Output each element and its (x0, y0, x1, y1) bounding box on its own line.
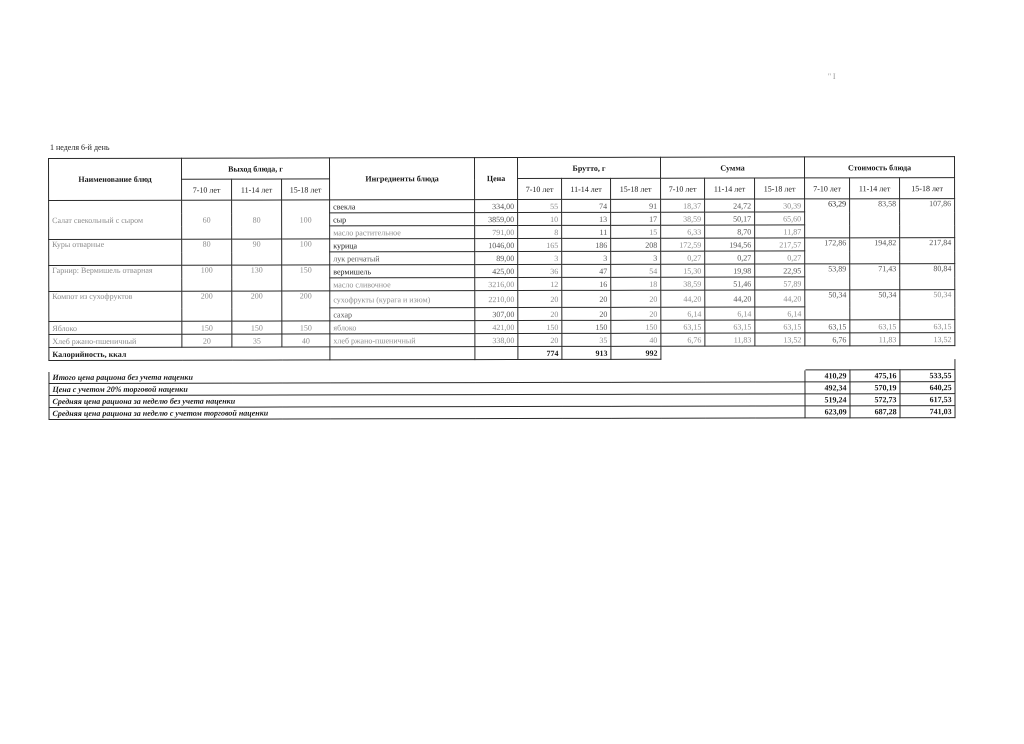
page-heading: 1 неделя 6-й день (50, 143, 110, 152)
ingredient-name: масло растительное (330, 226, 475, 239)
output-value: 150 (182, 321, 232, 334)
table-row (49, 264, 955, 279)
sum-value: 51,46 (705, 277, 755, 290)
gross-value: 3 (611, 251, 661, 264)
gross-value: 150 (518, 320, 562, 333)
sum-value: 57,89 (755, 277, 805, 290)
gross-value: 3 (562, 251, 611, 264)
header-cost: Стоимость блюда (805, 157, 955, 178)
gross-value: 186 (562, 238, 611, 251)
cost-value: 50,34 (900, 290, 955, 320)
ingredient-price: 3859,00 (475, 213, 518, 226)
gross-value: 8 (518, 225, 562, 238)
cost-value: 50,34 (850, 290, 900, 320)
sum-value: 24,72 (705, 199, 755, 212)
header-row-top (49, 157, 955, 180)
age-output-15-18: 15-18 лет (282, 179, 330, 200)
calories-value: 913 (562, 346, 611, 359)
ingredient-price: 1046,00 (475, 239, 518, 252)
age-cost-7-10: 7-10 лет (805, 178, 850, 199)
total-value: 617,53 (900, 394, 955, 406)
output-value: 130 (232, 265, 282, 291)
ingredient-name: масло сливочное (330, 278, 475, 291)
sum-value: 22,95 (755, 264, 805, 277)
empty-cell (805, 346, 955, 359)
age-output-11-14: 11-14 лет (232, 179, 282, 200)
total-value: 570,19 (850, 382, 900, 394)
gross-value: 20 (562, 307, 611, 320)
ingredient-price: 791,00 (475, 226, 518, 239)
gross-value: 208 (611, 238, 661, 251)
output-value: 90 (232, 239, 282, 265)
cost-value: 63,15 (850, 320, 900, 333)
dish-name: Яблоко (49, 321, 182, 334)
sum-value: 15,30 (661, 264, 705, 277)
cost-value: 71,43 (850, 264, 900, 290)
gross-value: 150 (562, 320, 611, 333)
menu-cost-sheet (48, 156, 955, 420)
total-label: Итого цена рациона без учета наценки (49, 370, 805, 384)
cost-value: 194,82 (850, 238, 900, 264)
sum-value: 63,15 (755, 320, 805, 333)
ingredient-name: сухофрукты (курага и изюм) (330, 291, 475, 308)
dish-name: Салат свекольный с сыром (49, 200, 182, 239)
header-price: Цена (475, 158, 518, 200)
dish-name: Хлеб ржано-пшеничный (49, 334, 182, 347)
gross-value: 54 (611, 264, 661, 277)
total-value: 640,25 (900, 382, 955, 394)
sum-value: 65,60 (755, 212, 805, 225)
age-gross-7-10: 7-10 лет (518, 178, 562, 199)
output-value: 150 (232, 321, 282, 334)
cost-value: 83,58 (850, 199, 900, 238)
gross-value: 20 (611, 290, 661, 307)
gross-value: 36 (518, 264, 562, 277)
calories-value: 992 (611, 346, 661, 359)
ingredient-price: 338,00 (475, 334, 518, 347)
header-gross: Брутто, г (518, 157, 661, 178)
output-value: 200 (282, 291, 330, 321)
age-gross-15-18: 15-18 лет (611, 178, 661, 199)
sum-value: 38,59 (661, 212, 705, 225)
total-value: 533,55 (900, 370, 955, 382)
gross-value: 20 (611, 307, 661, 320)
sum-value: 8,70 (705, 225, 755, 238)
sum-value: 63,15 (705, 320, 755, 333)
calories-label: Калорийность, ккал (49, 347, 330, 361)
output-value: 150 (282, 265, 330, 291)
corner-mark: '' I (828, 72, 836, 81)
sum-value: 6,76 (661, 333, 705, 346)
output-value: 80 (232, 200, 282, 239)
age-cost-11-14: 11-14 лет (850, 178, 900, 199)
table-row (49, 238, 955, 253)
cost-value: 63,15 (805, 320, 850, 333)
output-value: 100 (282, 200, 330, 239)
age-output-7-10: 7-10 лет (182, 179, 232, 200)
sum-value: 38,59 (661, 277, 705, 290)
ingredient-name: вермишель (330, 265, 475, 278)
age-gross-11-14: 11-14 лет (562, 178, 611, 199)
sum-value: 6,33 (661, 225, 705, 238)
gross-value: 10 (518, 212, 562, 225)
table-row (49, 199, 955, 214)
sum-value: 6,14 (705, 307, 755, 320)
output-value: 200 (182, 291, 232, 321)
total-label: Средняя цена рациона за неделю с учетом торговой наценки (49, 406, 805, 420)
gross-value: 20 (518, 290, 562, 307)
gross-value: 20 (562, 290, 611, 307)
sum-value: 6,14 (661, 307, 705, 320)
gross-value: 17 (611, 212, 661, 225)
cost-value: 50,34 (805, 290, 850, 320)
sum-value: 217,57 (755, 238, 805, 251)
cost-value: 63,15 (900, 320, 955, 333)
empty-cell (475, 347, 518, 360)
ingredient-name: свекла (330, 200, 475, 213)
ingredient-name: сыр (330, 213, 475, 226)
output-value: 60 (182, 200, 232, 239)
age-sum-11-14: 11-14 лет (705, 178, 755, 199)
ingredient-price: 334,00 (475, 200, 518, 213)
ingredient-name: яблоко (330, 321, 475, 334)
sum-value: 63,15 (661, 320, 705, 333)
ingredient-name: хлеб ржано-пшеничный (330, 334, 475, 347)
total-label: Цена с учетом 20% торговой наценки (49, 382, 805, 396)
output-value: 200 (232, 291, 282, 321)
ingredient-price: 89,00 (475, 252, 518, 265)
cost-value: 6,76 (805, 333, 850, 346)
gross-value: 91 (611, 199, 661, 212)
sum-value: 11,87 (755, 225, 805, 238)
age-sum-15-18: 15-18 лет (755, 178, 805, 199)
cost-value: 107,86 (900, 199, 955, 238)
gross-value: 12 (518, 277, 562, 290)
output-value: 20 (182, 334, 232, 347)
sum-value: 13,52 (755, 333, 805, 346)
ingredient-price: 425,00 (475, 265, 518, 278)
ingredient-price: 2210,00 (475, 291, 518, 308)
empty-cell (661, 346, 805, 359)
sum-value: 30,39 (755, 199, 805, 212)
total-row (49, 406, 955, 420)
total-value: 492,34 (805, 382, 850, 394)
ingredient-name: лук репчатый (330, 252, 475, 265)
header-dish: Наименование блюд (49, 158, 182, 200)
header-sum: Сумма (661, 157, 805, 178)
sum-value: 172,59 (661, 238, 705, 251)
calories-value: 774 (518, 346, 562, 359)
gross-value: 74 (562, 199, 611, 212)
header-ingredients: Ингредиенты блюда (330, 158, 475, 200)
total-value: 410,29 (805, 370, 850, 382)
output-value: 35 (232, 334, 282, 347)
cost-value: 172,86 (805, 238, 850, 264)
total-value: 475,16 (850, 370, 900, 382)
ingredient-price: 421,00 (475, 321, 518, 334)
output-value: 150 (282, 321, 330, 334)
gross-value: 11 (562, 225, 611, 238)
cost-value: 11,83 (850, 333, 900, 346)
gross-value: 150 (611, 320, 661, 333)
empty-cell (330, 347, 475, 360)
total-value: 572,73 (850, 394, 900, 406)
output-value: 40 (282, 334, 330, 347)
table-row (49, 290, 955, 309)
sum-value: 50,17 (705, 212, 755, 225)
output-value: 80 (182, 239, 232, 265)
dish-name: Гарнир: Вермишель отварная (49, 265, 182, 291)
gross-value: 47 (562, 264, 611, 277)
gross-value: 20 (518, 307, 562, 320)
ingredient-name: курица (330, 239, 475, 252)
cost-value: 53,89 (805, 264, 850, 290)
gross-value: 15 (611, 225, 661, 238)
total-value: 623,09 (805, 406, 850, 418)
total-value: 687,28 (850, 406, 900, 418)
output-value: 100 (182, 265, 232, 291)
cost-value: 63,29 (805, 199, 850, 238)
sum-value: 44,20 (705, 290, 755, 307)
gross-value: 165 (518, 238, 562, 251)
gross-value: 20 (518, 333, 562, 346)
total-value: 741,03 (900, 406, 955, 418)
cost-value: 13,52 (900, 333, 955, 346)
sum-value: 19,98 (705, 264, 755, 277)
sum-value: 0,27 (705, 251, 755, 264)
age-cost-15-18: 15-18 лет (900, 178, 955, 199)
gross-value: 13 (562, 212, 611, 225)
sum-value: 44,20 (755, 290, 805, 307)
ingredient-price: 307,00 (475, 308, 518, 321)
gross-value: 16 (562, 277, 611, 290)
sum-value: 0,27 (661, 251, 705, 264)
dish-name: Куры отварные (49, 239, 182, 265)
sum-value: 6,14 (755, 307, 805, 320)
cost-value: 217,84 (900, 238, 955, 264)
total-value: 519,24 (805, 394, 850, 406)
sum-value: 194,56 (705, 238, 755, 251)
output-value: 100 (282, 239, 330, 265)
total-label: Средняя цена рациона за неделю без учета наценки (49, 394, 805, 408)
age-sum-7-10: 7-10 лет (661, 178, 705, 199)
sum-value: 18,37 (661, 199, 705, 212)
ingredient-name: сахар (330, 308, 475, 321)
sum-value: 11,83 (705, 333, 755, 346)
gross-value: 35 (562, 333, 611, 346)
empty-cell (805, 359, 955, 370)
sum-value: 0,27 (755, 251, 805, 264)
header-output: Выход блюда, г (182, 158, 330, 179)
dish-name: Компот из сухофруктов (49, 291, 182, 321)
ingredient-price: 3216,00 (475, 278, 518, 291)
gross-value: 40 (611, 333, 661, 346)
cost-value: 80,84 (900, 264, 955, 290)
menu-cost-table (48, 156, 956, 420)
gross-value: 55 (518, 199, 562, 212)
sum-value: 44,20 (661, 290, 705, 307)
gross-value: 18 (611, 277, 661, 290)
gross-value: 3 (518, 251, 562, 264)
